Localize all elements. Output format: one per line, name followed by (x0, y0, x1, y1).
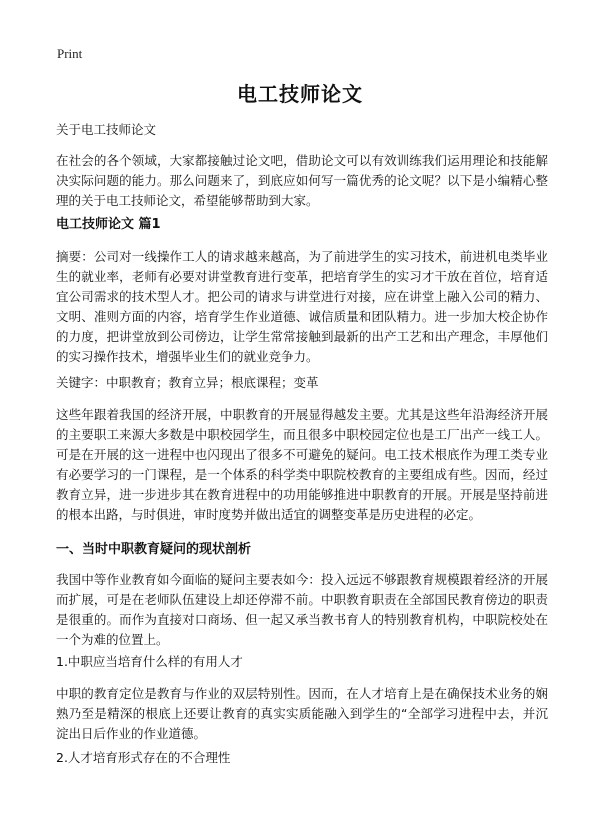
print-link[interactable]: Print (57, 46, 83, 61)
keywords-line: 关键字：中职教育；教育立异；根底课程；变革 (56, 375, 319, 390)
sub-1-paragraph: 中职的教育定位是教育与作业的双层特别性。因而，在人才培育上是在确保技术业务的娴熟乃至是精深的根底上还要让教育的真实实质能融入到学生的“全部学习进程中去，并沉淀出日后作业的作业道德。 (56, 686, 548, 741)
document-title: 电工技师论文 (237, 82, 363, 106)
section-heading-one: 一、当时中职教育疑问的现状剖析 (56, 542, 252, 557)
background-paragraph: 这些年跟着我国的经济开展，中职教育的开展显得越发主要。尤其是这些年沿海经济开展的主要职工来源大多数是中职校园学生，而且很多中职校园定位也是工厂出产一线工人。可是在开展的这一进程中也闪现出了很多不可避免的疑问。电工技术根底作为理工类专业有必要学习的一门课程，是一个体系的科学类中职院校教育的主要组成有些。因而，经过教育立异，进一步进步其在教育进程中的功用能够推进中职教育的开展。开展是坚持前进的根本出路，与时俱进，审时度势并做出适宜的调整变革是历史进程的必定。 (56, 407, 548, 522)
intro-paragraph: 在社会的各个领域，大家都接触过论文吧，借助论文可以有效训练我们运用理论和技能解决实际问题的能力。那么问题来了，到底应如何写一篇优秀的论文呢？以下是小编精心整理的关于电工技师论文，希望能够帮助到大家。 (56, 153, 548, 208)
section-heading-1: 电工技师论文 篇1 (56, 217, 161, 232)
status-paragraph: 我国中等作业教育如今面临的疑问主要表如今：投入远远不够跟教育规模跟着经济的开展而扩展，可是在老师队伍建设上却还停滞不前。中职教育职责在全部国民教育傍边的职责是很重的。而作为直接对口商场、但一起又承当教书育人的特别教育机构，中职院校处在一个为难的位置上。 (56, 572, 548, 647)
subheading-2: 2.人才培育形式存在的不合理性 (56, 750, 231, 765)
subheading-1: 1.中职应当培育什么样的有用人才 (56, 654, 243, 669)
abstract-paragraph: 摘要：公司对一线操作工人的请求越来越高，为了前进学生的实习技术，前进机电类毕业生的就业率，老师有必要对讲堂教育进行变革，把培育学生的实习才干放在首位，培育适宜公司需求的技术型人才。把公司的请求与讲堂进行对接，应在讲堂上融入公司的精力、文明、准则方面的内容，培育学生作业道德、诚信质量和团队精力。进一步加大校企协作的力度，把讲堂放到公司傍边，让学生常常接触到最新的出产工艺和出产理念，丰厚他们的实习操作技术，增强毕业生们的就业竞争力。 (56, 249, 548, 364)
document-subtitle: 关于电工技师论文 (56, 122, 157, 137)
